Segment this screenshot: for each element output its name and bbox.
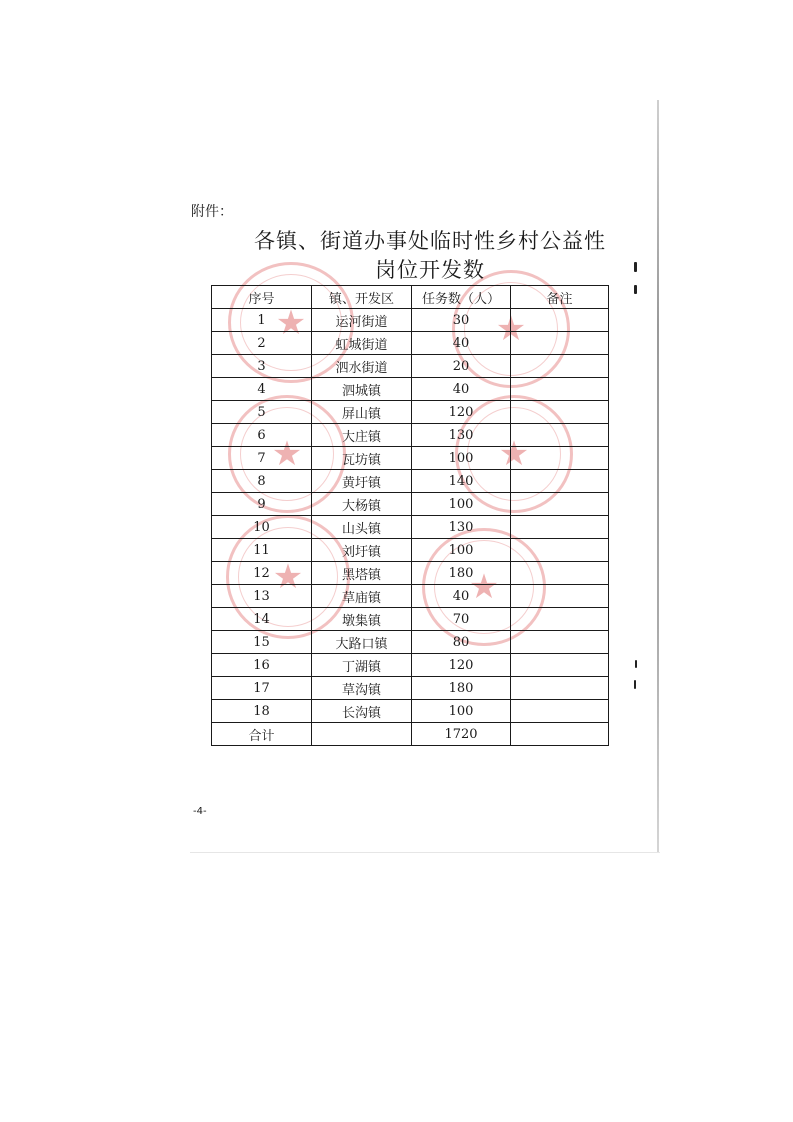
row-quota-cell: 40 [412, 585, 511, 608]
quota-table [211, 285, 609, 746]
row-town-cell: 黄圩镇 [312, 470, 412, 493]
table-row [212, 493, 609, 516]
scan-page-edge [657, 100, 659, 852]
table-total-row [212, 723, 609, 746]
table-row [212, 608, 609, 631]
row-town-cell: 泗城镇 [312, 378, 412, 401]
row-town-cell: 大路口镇 [312, 631, 412, 654]
row-remark-cell [511, 585, 609, 608]
row-remark-cell [511, 493, 609, 516]
seal-star-icon: ★ [275, 302, 307, 343]
row-quota-cell: 130 [412, 516, 511, 539]
scan-mark [634, 285, 637, 294]
row-remark-cell [511, 516, 609, 539]
table-row [212, 470, 609, 493]
row-index-cell: 15 [212, 631, 312, 654]
seal-star-icon: ★ [468, 567, 500, 607]
row-remark-cell [511, 309, 609, 332]
column-header-town: 镇、开发区 [312, 286, 412, 309]
row-remark-cell [511, 608, 609, 631]
row-index-cell: 10 [212, 516, 312, 539]
row-quota-cell: 180 [412, 677, 511, 700]
row-remark-cell [511, 424, 609, 447]
row-quota-cell: 40 [412, 378, 511, 401]
row-quota-cell: 100 [412, 539, 511, 562]
total-remark-cell [511, 723, 609, 746]
table-row [212, 355, 609, 378]
row-quota-cell: 100 [412, 447, 511, 470]
row-remark-cell [511, 470, 609, 493]
row-remark-cell [511, 401, 609, 424]
row-index-cell: 14 [212, 608, 312, 631]
row-index-cell: 5 [212, 401, 312, 424]
row-index-cell: 1 [212, 309, 312, 332]
row-index-cell: 8 [212, 470, 312, 493]
row-quota-cell: 100 [412, 700, 511, 723]
row-remark-cell [511, 355, 609, 378]
scan-page-edge-bottom [190, 852, 660, 853]
row-quota-cell: 80 [412, 631, 511, 654]
total-town-cell [312, 723, 412, 746]
row-remark-cell [511, 700, 609, 723]
row-quota-cell: 100 [412, 493, 511, 516]
table-row [212, 654, 609, 677]
table-row [212, 516, 609, 539]
table-row [212, 539, 609, 562]
row-index-cell: 2 [212, 332, 312, 355]
row-remark-cell [511, 677, 609, 700]
column-header-index: 序号 [212, 286, 312, 309]
row-town-cell: 屏山镇 [312, 401, 412, 424]
row-index-cell: 12 [212, 562, 312, 585]
row-quota-cell: 40 [412, 332, 511, 355]
column-header-quota: 任务数（人） [412, 286, 511, 309]
table-row [212, 378, 609, 401]
table-row [212, 401, 609, 424]
row-quota-cell: 140 [412, 470, 511, 493]
attachment-label: 附件： [191, 204, 233, 220]
row-index-cell: 17 [212, 677, 312, 700]
table-row [212, 677, 609, 700]
row-quota-cell: 20 [412, 355, 511, 378]
row-town-cell: 大杨镇 [312, 493, 412, 516]
scan-mark [634, 680, 636, 689]
seal-star-icon: ★ [498, 434, 530, 474]
row-index-cell: 16 [212, 654, 312, 677]
seal-star-icon: ★ [271, 434, 303, 474]
scan-mark [635, 660, 637, 668]
table-row [212, 309, 609, 332]
row-town-cell: 瓦坊镇 [312, 447, 412, 470]
row-index-cell: 3 [212, 355, 312, 378]
row-remark-cell [511, 539, 609, 562]
table-row [212, 424, 609, 447]
row-index-cell: 13 [212, 585, 312, 608]
total-label: 合计 [212, 723, 312, 746]
row-quota-cell: 120 [412, 654, 511, 677]
row-remark-cell [511, 654, 609, 677]
row-quota-cell: 120 [412, 401, 511, 424]
page-title: 各镇、街道办事处临时性乡村公益性 [254, 229, 606, 253]
table-header-row [212, 286, 609, 309]
total-quota: 1720 [412, 723, 511, 746]
row-remark-cell [511, 562, 609, 585]
table-row [212, 631, 609, 654]
row-index-cell: 11 [212, 539, 312, 562]
row-town-cell: 丁湖镇 [312, 654, 412, 677]
row-quota-cell: 130 [412, 424, 511, 447]
row-town-cell: 泗水街道 [312, 355, 412, 378]
row-town-cell: 墩集镇 [312, 608, 412, 631]
row-remark-cell [511, 631, 609, 654]
seal-star-icon: ★ [272, 557, 304, 597]
row-index-cell: 7 [212, 447, 312, 470]
row-index-cell: 9 [212, 493, 312, 516]
row-town-cell: 刘圩镇 [312, 539, 412, 562]
page-number: -4- [193, 806, 207, 817]
table-row [212, 585, 609, 608]
row-remark-cell [511, 447, 609, 470]
row-town-cell: 运河街道 [312, 309, 412, 332]
table-row [212, 332, 609, 355]
page-subtitle: 岗位开发数 [375, 258, 485, 282]
row-town-cell: 大庄镇 [312, 424, 412, 447]
row-town-cell: 虹城街道 [312, 332, 412, 355]
column-header-remark: 备注 [511, 286, 609, 309]
table-row [212, 562, 609, 585]
row-index-cell: 18 [212, 700, 312, 723]
row-town-cell: 草沟镇 [312, 677, 412, 700]
table-body [212, 309, 609, 723]
row-town-cell: 黑塔镇 [312, 562, 412, 585]
table-row [212, 700, 609, 723]
row-remark-cell [511, 378, 609, 401]
table-row [212, 447, 609, 470]
row-town-cell: 长沟镇 [312, 700, 412, 723]
row-quota-cell: 70 [412, 608, 511, 631]
row-index-cell: 6 [212, 424, 312, 447]
seal-star-icon: ★ [495, 309, 527, 349]
row-index-cell: 4 [212, 378, 312, 401]
row-town-cell: 山头镇 [312, 516, 412, 539]
row-quota-cell: 30 [412, 309, 511, 332]
row-quota-cell: 180 [412, 562, 511, 585]
row-town-cell: 草庙镇 [312, 585, 412, 608]
row-remark-cell [511, 332, 609, 355]
